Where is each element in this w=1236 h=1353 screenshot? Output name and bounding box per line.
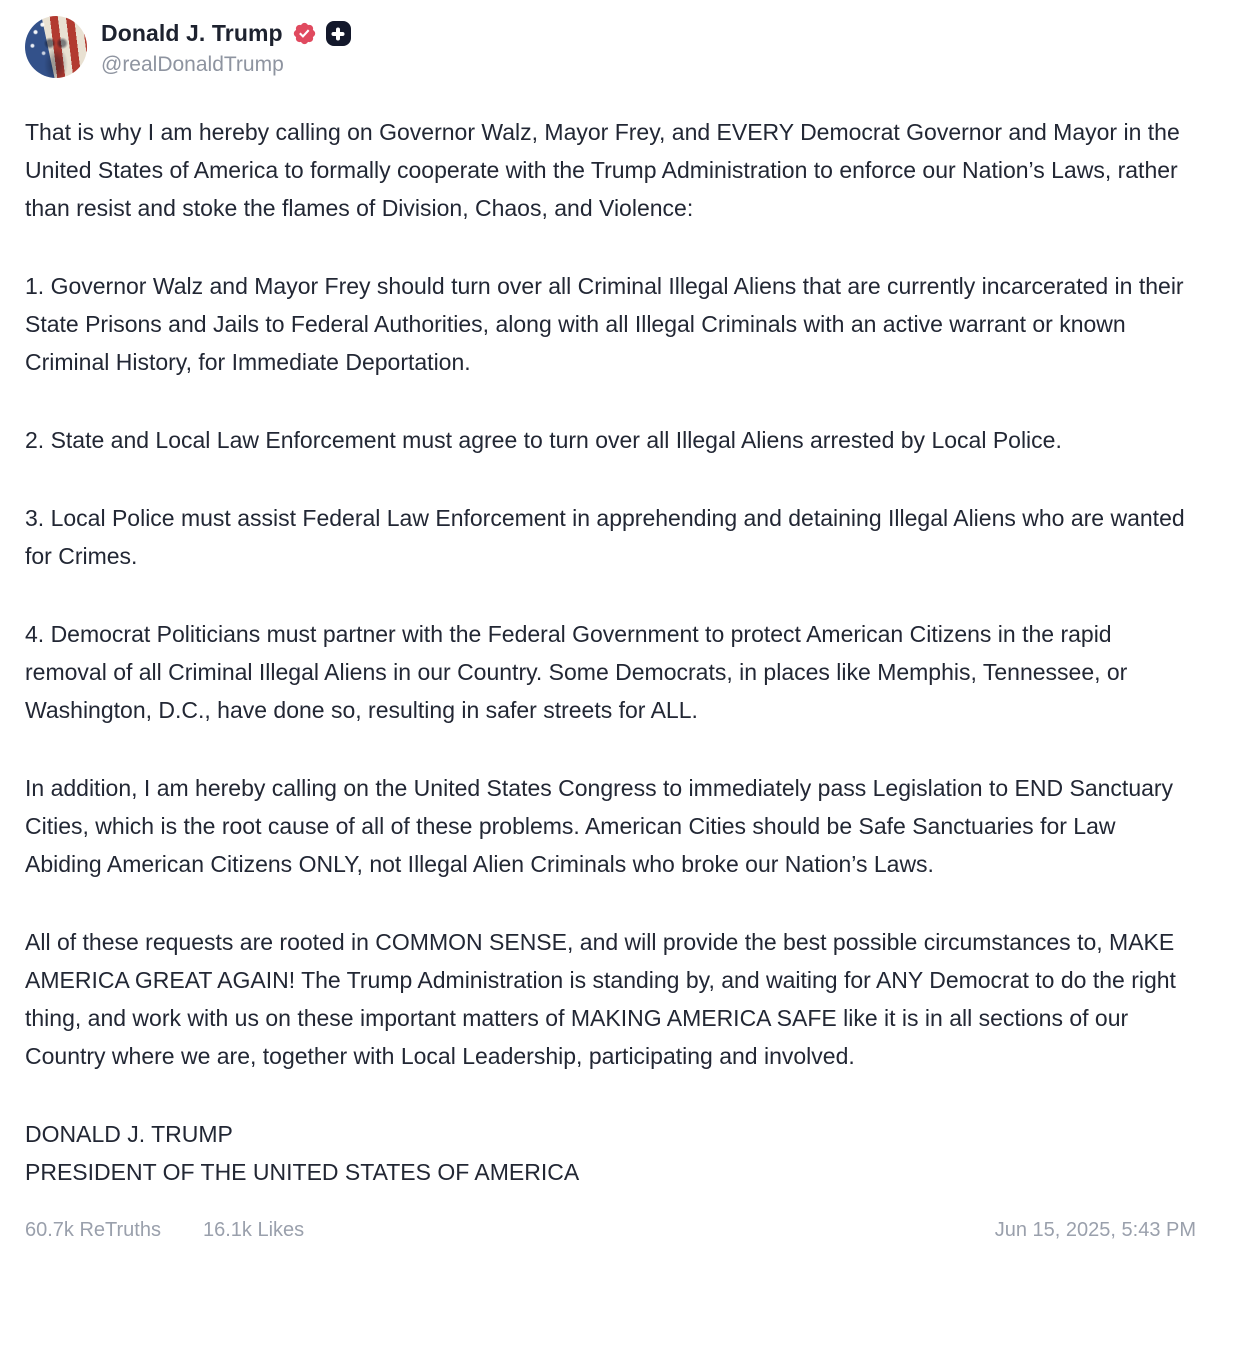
retruths-count[interactable]: 60.7k ReTruths: [25, 1219, 161, 1241]
post-paragraph: In addition, I am hereby calling on the United States Congress to immediately pass Legislation to END Sanctuary Cities, which is the root cause of all of these problems. American Cities should be Safe Sanctuaries for Law Abiding American Citizens ONLY, not Illegal Alien Criminals who broke our Nation’s Laws.: [25, 775, 1174, 877]
post-paragraph: 2. State and Local Law Enforcement must agree to turn over all Illegal Aliens arrested by Local Police.: [25, 427, 1062, 453]
post-signature: [25, 1115, 1196, 1191]
post-header: [25, 16, 1196, 80]
author-block: [101, 16, 351, 77]
post-body: [25, 113, 1196, 1191]
author-display-name[interactable]: Donald J. Trump: [101, 20, 283, 46]
signature-name-line: DONALD J. TRUMP: [25, 1121, 233, 1147]
signature-title-line: PRESIDENT OF THE UNITED STATES OF AMERICA: [25, 1159, 580, 1185]
profile-avatar[interactable]: [25, 16, 87, 78]
truth-plus-badge-icon: [326, 21, 351, 46]
likes-count[interactable]: 16.1k Likes: [203, 1219, 305, 1241]
post-paragraph: 4. Democrat Politicians must partner with the Federal Government to protect American Citizens in the rapid removal of all Criminal Illegal Aliens in our Country. Some Democrats, in places like Memphis, Tennessee, or Washington, D.C., have done so, resulting in safer streets for ALL.: [25, 621, 1128, 723]
post-paragraph: 3. Local Police must assist Federal Law Enforcement in apprehending and detaining Illegal Aliens who are wanted for Crimes.: [25, 505, 1185, 569]
post-paragraph: All of these requests are rooted in COMMON SENSE, and will provide the best possible circumstances to, MAKE AMERICA GREAT AGAIN! The Trump Administration is standing by, and waiting for ANY Democrat to do the right thing, and work with us on these important matters of MAKING AMERICA SAFE like it is in all sections of our Country where we are, together with Local Leadership, participating and involved.: [25, 929, 1176, 1069]
verified-badge-icon: [292, 21, 317, 46]
post-paragraph: 1. Governor Walz and Mayor Frey should turn over all Criminal Illegal Aliens that are currently incarcerated in their State Prisons and Jails to Federal Authorities, along with all Illegal Criminals with an active warrant or known Criminal History, for Immediate Deportation.: [25, 273, 1184, 375]
post-timestamp[interactable]: Jun 15, 2025, 5:43 PM: [994, 1219, 1196, 1241]
post-footer: [25, 1219, 1196, 1242]
author-handle[interactable]: @realDonaldTrump: [101, 53, 284, 76]
post-paragraph: That is why I am hereby calling on Governor Walz, Mayor Frey, and EVERY Democrat Governor and Mayor in the United States of America to formally cooperate with the Trump Administration to enforce our Nation’s Laws, rather than resist and stoke the flames of Division, Chaos, and Violence:: [25, 119, 1180, 221]
